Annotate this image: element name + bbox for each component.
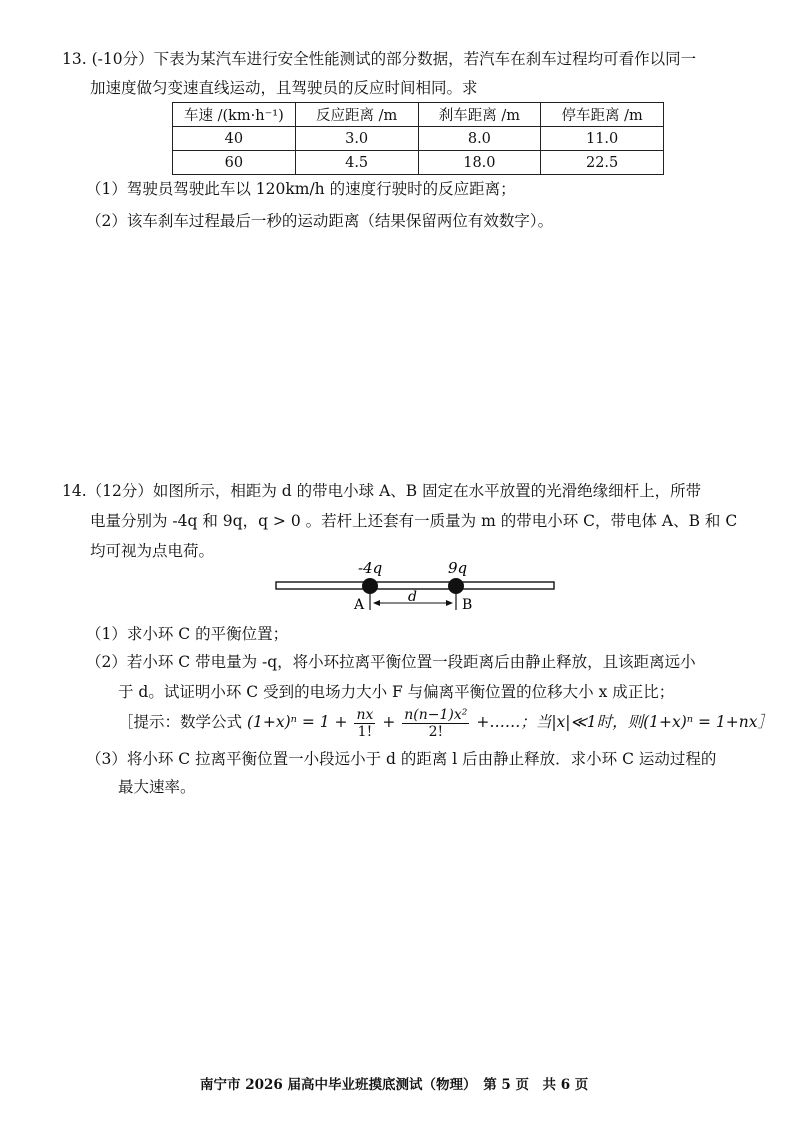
table-header-cell: 停车距离 /m xyxy=(541,103,664,127)
q14-part-3-line-1: （3）将小环 C 拉离平衡位置一小段远小于 d 的距离 l 后由静止释放．求小环 C 运动过程的 xyxy=(86,750,717,768)
table-row xyxy=(173,151,664,175)
hint-plus: + xyxy=(382,713,396,731)
insulating-rod xyxy=(276,582,554,589)
q14-line-2: 电量分别为 -4q 和 9q，q > 0 。若杆上还套有一质量为 m 的带电小环 C，带电体 A、B 和 C xyxy=(90,512,738,530)
fraction-denominator: 2! xyxy=(428,723,444,740)
table-cell: 18.0 xyxy=(418,151,541,175)
q14-hint xyxy=(118,704,773,740)
q13-line-2: 加速度做匀变速直线运动，且驾驶员的反应时间相同。求 xyxy=(90,79,478,97)
table-header-cell: 反应距离 /m xyxy=(295,103,418,127)
hint-lhs: (1+x)ⁿ = 1 + xyxy=(246,713,348,731)
table-header-row xyxy=(173,103,664,127)
table-row xyxy=(173,127,664,151)
table-cell: 40 xyxy=(173,127,296,151)
q14-line-3: 均可视为点电荷。 xyxy=(90,542,215,560)
hint-fraction-1 xyxy=(354,707,375,740)
point-b-label: B xyxy=(462,597,473,613)
q14-part-3-line-2: 最大速率。 xyxy=(118,778,196,796)
point-a-label: A xyxy=(354,597,365,613)
arrow-head-left-icon xyxy=(373,600,380,606)
fraction-numerator: n(n−1)x² xyxy=(404,706,468,723)
hint-tail: +……；当|x|≪1时，则(1+x)ⁿ = 1+nx］ xyxy=(476,713,773,731)
charge-a-label: -4q xyxy=(358,559,383,577)
q14-charge-rod-figure xyxy=(270,556,560,618)
charged-ball-b xyxy=(448,578,464,594)
q14-part-2-line-1: （2）若小环 C 带电量为 -q，将小环拉离平衡位置一段距离后由静止释放，且该距离远小 xyxy=(86,653,696,671)
table-cell: 4.5 xyxy=(295,151,418,175)
charged-ball-a xyxy=(362,578,378,594)
table-cell: 22.5 xyxy=(541,151,664,175)
q13-part-1: （1）驾驶员驾驶此车以 120km/h 的速度行驶时的反应距离； xyxy=(86,180,516,198)
q14-part-2-line-2: 于 d。试证明小环 C 受到的电场力大小 F 与偏离平衡位置的位移大小 x 成正比； xyxy=(118,683,675,701)
q14-part-1: （1）求小环 C 的平衡位置； xyxy=(86,625,289,643)
fraction-numerator: nx xyxy=(356,706,374,723)
q13-data-table xyxy=(172,102,664,175)
page-footer: 南宁市 2026 届高中毕业班摸底测试（物理） 第 5 页 共 6 页 xyxy=(200,1077,589,1093)
hint-prefix: ［提示：数学公式 xyxy=(118,713,243,731)
q14-line-1: 14.（12分）如图所示，相距为 d 的带电小球 A、B 固定在水平放置的光滑绝缘细杆上，所带 xyxy=(62,482,702,500)
q13-line-1: 13. (-10分）下表为某汽车进行安全性能测试的部分数据，若汽车在刹车过程均可看作以同一 xyxy=(62,50,697,68)
table-cell: 3.0 xyxy=(295,127,418,151)
charge-b-label: 9q xyxy=(448,559,468,577)
table-cell: 8.0 xyxy=(418,127,541,151)
arrow-head-right-icon xyxy=(446,600,453,606)
hint-fraction-2 xyxy=(402,707,469,740)
table-cell: 11.0 xyxy=(541,127,664,151)
table-header-cell: 刹车距离 /m xyxy=(418,103,541,127)
distance-label: d xyxy=(408,589,417,605)
table-header-cell: 车速 /(km·h⁻¹) xyxy=(173,103,296,127)
fraction-denominator: 1! xyxy=(357,723,373,740)
q13-part-2: （2）该车刹车过程最后一秒的运动距离（结果保留两位有效数字）。 xyxy=(86,212,554,230)
table-cell: 60 xyxy=(173,151,296,175)
